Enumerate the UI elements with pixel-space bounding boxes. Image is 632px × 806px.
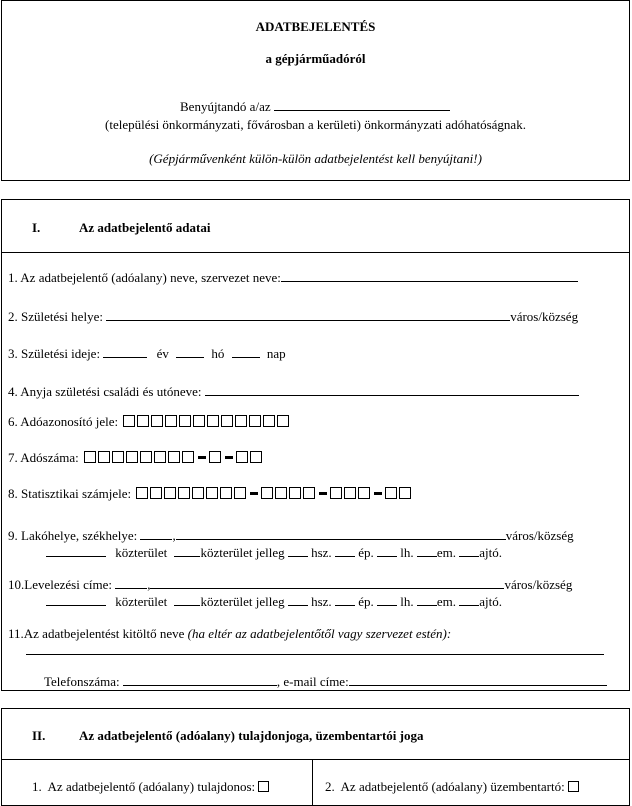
ep-label: ép. — [358, 545, 374, 560]
residence-em-input[interactable] — [417, 545, 437, 557]
email-label: , e-mail címe: — [276, 674, 349, 689]
owner-option-number: 1. — [32, 779, 42, 794]
residence-label: 9. Lakóhelye, székhelye: — [8, 528, 138, 543]
tax-number-label: 7. Adószáma: — [8, 450, 79, 465]
door-label: ajtó. — [479, 594, 502, 609]
residence-city-suffix: város/község — [505, 528, 574, 543]
lh-label: lh. — [400, 545, 414, 560]
hsz-label: hsz. — [311, 545, 332, 560]
residence-hsz-input[interactable] — [288, 545, 308, 557]
residence-city-input[interactable] — [176, 528, 506, 540]
section-2-box — [1, 708, 630, 806]
owner-option-label: Az adatbejelentő (adóalany) tulajdonos: — [47, 779, 256, 794]
filler-name-input[interactable] — [26, 654, 604, 655]
tax-id-boxes[interactable] — [123, 414, 291, 429]
residence-street-type-input[interactable] — [174, 545, 200, 557]
em-label: em. — [436, 594, 456, 609]
mailing-zip-input[interactable] — [115, 577, 147, 589]
section-2-title: Az adatbejelentő (adóalany) tulajdonjoga, üzembentartói joga — [79, 728, 424, 743]
keeper-option-number: 2. — [325, 779, 335, 794]
field-name-label: 1. Az adatbejelentő (adóalany) neve, szervezet neve: — [8, 270, 281, 285]
residence-ep-input[interactable] — [335, 545, 355, 557]
birth-date-label: 3. Születési ideje: — [8, 346, 101, 361]
form-subtitle: a gépjárműadóról — [265, 51, 366, 66]
birth-year-input[interactable] — [103, 346, 147, 358]
mailing-street-type-input[interactable] — [174, 594, 200, 606]
filler-name-note: (ha eltér az adatbejelentőtől vagy szervezet estén): — [187, 626, 452, 641]
keeper-option-label: Az adatbejelentő (adóalany) üzembentartó: — [340, 779, 565, 794]
authority-description: (települési önkormányzati, fővárosban a kerületi) önkormányzati adóhatóságnak. — [105, 117, 526, 132]
mailing-city-suffix: város/község — [504, 577, 573, 592]
mailing-street-input[interactable] — [46, 594, 106, 606]
tax-number-boxes[interactable] — [84, 450, 264, 465]
street-type-label: közterület jelleg — [200, 594, 285, 609]
mailing-city-input[interactable] — [150, 577, 504, 589]
month-label: hó — [211, 346, 225, 361]
mother-name-input[interactable] — [205, 384, 579, 396]
residence-zip-input[interactable] — [140, 528, 172, 540]
mailing-lh-input[interactable] — [377, 594, 397, 606]
header-box — [1, 0, 630, 181]
instruction-note: (Gépjárművenként külön-külön adatbejelentést kell benyújtani!) — [149, 151, 482, 166]
filler-name-label: 11.Az adatbejelentést kitöltő neve — [8, 626, 185, 641]
mailing-hsz-input[interactable] — [288, 594, 308, 606]
door-label: ajtó. — [479, 545, 502, 560]
residence-lh-input[interactable] — [377, 545, 397, 557]
section-1-divider — [2, 252, 629, 253]
email-input[interactable] — [349, 674, 607, 686]
section-2-column-divider — [312, 759, 313, 805]
stat-number-label: 8. Statisztikai számjele: — [8, 486, 132, 501]
authority-field[interactable] — [274, 99, 450, 111]
birth-day-input[interactable] — [232, 346, 260, 358]
mailing-label: 10.Levelezési címe: — [8, 577, 112, 592]
birth-place-label: 2. Születési helye: — [8, 309, 103, 324]
street-label: közterület — [115, 545, 168, 560]
section-1-number: I. — [32, 220, 41, 235]
owner-checkbox[interactable] — [258, 781, 269, 792]
tax-id-label: 6. Adóazonosító jele: — [8, 414, 119, 429]
year-label: év — [156, 346, 169, 361]
residence-door-input[interactable] — [459, 545, 479, 557]
em-label: em. — [436, 545, 456, 560]
birth-place-input[interactable] — [106, 309, 510, 321]
stat-number-boxes[interactable] — [136, 486, 413, 501]
mailing-em-input[interactable] — [417, 594, 437, 606]
phone-input[interactable] — [123, 674, 277, 686]
birth-place-suffix: város/község — [510, 309, 579, 324]
name-input[interactable] — [281, 270, 578, 282]
phone-label: Telefonszáma: — [44, 674, 120, 689]
section-2-number: II. — [32, 728, 46, 743]
mailing-door-input[interactable] — [459, 594, 479, 606]
submit-label: Benyújtandó a/az — [180, 99, 271, 114]
mailing-ep-input[interactable] — [335, 594, 355, 606]
street-type-label: közterület jelleg — [200, 545, 285, 560]
section-2-divider — [2, 759, 629, 760]
ep-label: ép. — [358, 594, 374, 609]
keeper-checkbox[interactable] — [568, 781, 579, 792]
lh-label: lh. — [400, 594, 414, 609]
street-label: közterület — [115, 594, 168, 609]
birth-month-input[interactable] — [176, 346, 204, 358]
residence-street-input[interactable] — [46, 545, 106, 557]
hsz-label: hsz. — [311, 594, 332, 609]
form-title: ADATBEJELENTÉS — [255, 19, 376, 34]
section-1-title: Az adatbejelentő adatai — [79, 220, 211, 235]
day-label: nap — [266, 346, 286, 361]
mother-name-label: 4. Anyja születési családi és utóneve: — [8, 384, 202, 399]
